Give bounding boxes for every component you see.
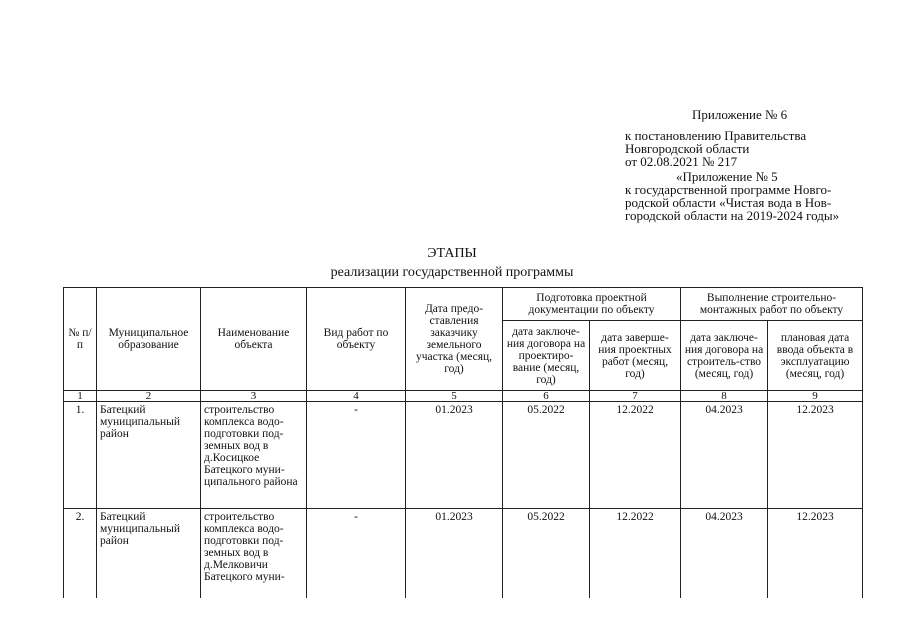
table-row [64,402,863,509]
col-group-construction: Выполнение строительно-монтажных работ по объекту [681,288,863,321]
col-header-land-date: Дата предо-ставления заказчику земельного участка (месяц, год) [406,288,503,391]
page-cutoff [0,598,904,640]
row-construction-contract: 04.2023 [681,509,768,599]
col-header-construction-contract: дата заключе-ния договора на строитель-ство (месяц, год) [681,321,768,391]
col-header-municipality: Муниципальное образование [97,288,201,391]
column-number: 2 [97,391,201,402]
row-object-text: строительство комплекса водо-подготовки под-земных вод в д.Мелковичи Батецкого муни- [204,511,285,583]
column-number: 9 [768,391,863,402]
row-municipality: Батецкий муниципальный район [97,402,201,509]
column-number: 7 [590,391,681,402]
row-object [201,509,307,599]
row-municipality: Батецкий муниципальный район [97,509,201,599]
column-number-row [64,391,863,402]
doc-title: ЭТАПЫ [427,246,477,261]
col-group-design: Подготовка проектной документации по объекту [503,288,681,321]
stages-table [63,287,863,599]
row-work-type: - [307,402,406,509]
header-line-2: Новгородской области [625,141,750,156]
header-line-6: городской области на 2019-2024 годы» [625,208,840,223]
row-construction-contract: 04.2023 [681,402,768,509]
header-line-1: к постановлению Правительства [625,128,807,143]
column-number: 1 [64,391,97,402]
column-number: 8 [681,391,768,402]
col-header-num: № п/п [64,288,97,391]
appendix-label: Приложение № 6 [692,107,788,122]
col-header-design-contract: дата заключе-ния договора на проектиро-вание (месяц, год) [503,321,590,391]
header-row-1 [64,288,863,321]
header-line-5: родской области «Чистая вода в Нов- [625,195,832,210]
row-work-type: - [307,509,406,599]
row-commissioning: 12.2023 [768,509,863,599]
row-land-date: 01.2023 [406,509,503,599]
row-num: 1. [64,402,97,509]
col-header-object-name: Наименование объекта [201,288,307,391]
row-commissioning: 12.2023 [768,402,863,509]
doc-subtitle: реализации государственной программы [330,265,574,280]
header-line-3: от 02.08.2021 № 217 [625,154,738,169]
row-design-contract: 05.2022 [503,509,590,599]
row-design-contract: 05.2022 [503,402,590,509]
row-object: строительство комплекса водо-подготовки под-земных вод в д.Косицкое Батецкого муни-ципального района [201,402,307,509]
column-number: 3 [201,391,307,402]
appendix-label-2: «Приложение № 5 [676,169,778,184]
col-header-commissioning: плановая дата ввода объекта в эксплуатацию (месяц, год) [768,321,863,391]
row-land-date: 01.2023 [406,402,503,509]
column-number: 5 [406,391,503,402]
row-num: 2. [64,509,97,599]
column-number: 4 [307,391,406,402]
header-line-4: к государственной программе Новго- [625,182,832,197]
column-number: 6 [503,391,590,402]
col-header-design-complete: дата заверше-ния проектных работ (месяц, год) [590,321,681,391]
table-row [64,509,863,599]
row-design-complete: 12.2022 [590,509,681,599]
col-header-work-type: Вид работ по объекту [307,288,406,391]
row-design-complete: 12.2022 [590,402,681,509]
